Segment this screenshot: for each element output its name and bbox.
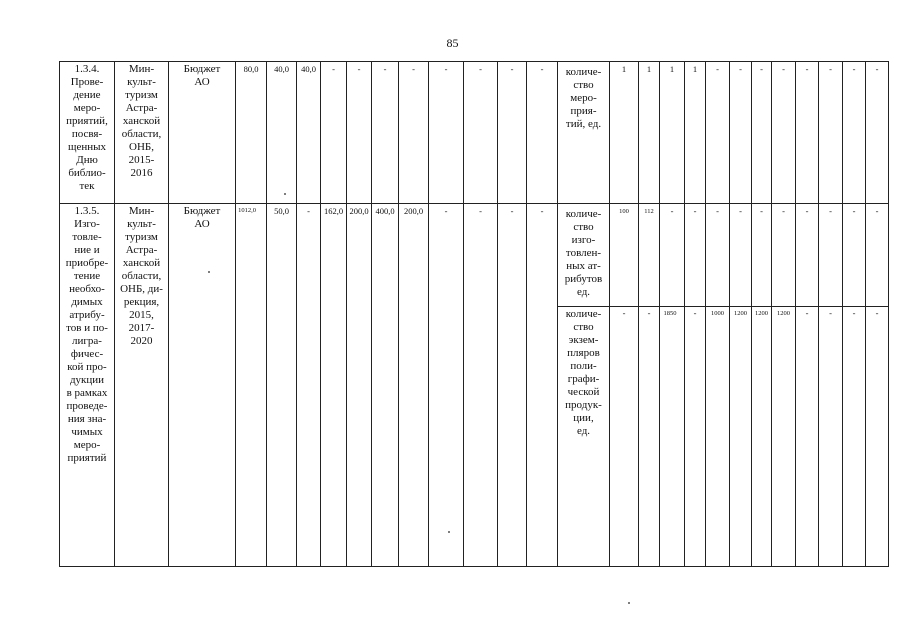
indicator-value: 1200 — [734, 310, 747, 317]
indicator-value: - — [693, 206, 697, 216]
indicator-value: - — [739, 64, 742, 74]
indicator-value: 100 — [619, 208, 629, 215]
indicator-value: - — [829, 206, 832, 216]
finance-value: - — [540, 206, 544, 216]
row-number: 1.3.5. — [74, 205, 100, 217]
finance-value: 40,0 — [301, 64, 316, 74]
indicator-value: 1850 — [663, 310, 677, 317]
indicator-value: - — [760, 206, 763, 216]
indicator-value: - — [852, 64, 856, 74]
indicator-value: 1000 — [711, 310, 724, 317]
indicator-value: - — [852, 308, 856, 318]
scan-speck — [284, 193, 286, 195]
scan-speck — [208, 271, 210, 273]
scan-speck — [448, 531, 450, 533]
indicator-value: - — [829, 308, 832, 318]
finance-value: - — [332, 64, 335, 74]
indicator-value: - — [875, 206, 879, 216]
finance-value: - — [479, 64, 482, 74]
indicator-value: - — [739, 206, 742, 216]
indicator-name: количе- ство изго- товлен- ных ат- рибутов ед. — [564, 208, 603, 298]
finance-value: - — [540, 64, 544, 74]
indicator-value: 1 — [621, 64, 627, 74]
finance-value: - — [357, 64, 361, 74]
indicator-value: 1200 — [755, 310, 768, 317]
indicator-value: - — [782, 206, 785, 216]
finance-value: 50,0 — [274, 206, 289, 216]
indicator-value: - — [716, 64, 719, 74]
executor: Мин- культ- туризм Астра- ханской области, ОНБ, ди- рекция, 2015, 2017- 2020 — [120, 205, 163, 347]
finance-value: - — [307, 206, 310, 216]
finance-value: 40,0 — [274, 64, 289, 74]
indicator-value: - — [760, 64, 763, 74]
finance-value: 200,0 — [349, 206, 369, 216]
measure-name: Изго- товле- ние и приобре- тение необхо- димых атрибу- тов и по- лигра- фичес- кой про- дукции в рамках проведе- ния зна- чимых меро- приятий — [65, 218, 109, 464]
row-number: 1.3.4. — [74, 63, 100, 75]
page-number: 85 — [446, 36, 459, 50]
indicator-value: - — [647, 308, 651, 318]
indicator-value: - — [805, 308, 809, 318]
finance-total: 1012,0 — [238, 207, 256, 214]
indicator-value: - — [852, 206, 856, 216]
indicator-value: - — [693, 308, 697, 318]
indicator-value: - — [622, 308, 626, 318]
indicator-value: 1 — [646, 64, 652, 74]
scan-speck — [628, 602, 630, 604]
indicator-value: - — [782, 64, 785, 74]
indicator-value: - — [875, 64, 879, 74]
finance-value: 162,0 — [323, 206, 344, 216]
indicator-value: - — [805, 64, 809, 74]
finance-value: 200,0 — [403, 206, 424, 216]
indicator-value: 112 — [644, 208, 654, 215]
funding-source: Бюджет АО — [183, 63, 221, 88]
finance-value: - — [479, 206, 482, 216]
finance-value: - — [383, 64, 387, 74]
finance-value: - — [444, 206, 448, 216]
indicator-value: 1200 — [777, 310, 790, 317]
finance-value: - — [510, 64, 514, 74]
finance-total: 80,0 — [243, 64, 259, 74]
indicator-value: - — [805, 206, 809, 216]
indicator-value: - — [875, 308, 879, 318]
executor: Мин- культ- туризм Астра- ханской области, ОНБ, 2015- 2016 — [121, 63, 162, 179]
indicator-value: - — [716, 206, 719, 216]
finance-value: - — [444, 64, 448, 74]
indicator-value: 1 — [669, 64, 675, 74]
indicator-value: 1 — [692, 64, 698, 74]
finance-value: 400,0 — [375, 206, 395, 216]
measure-name: Прове- дение меро- приятий, посвя- щенных Дню библио- тек — [66, 76, 108, 192]
indicator-value: - — [670, 206, 674, 216]
finance-value: - — [412, 64, 415, 74]
indicator-name: количе- ство меро- прия- тий, ед. — [565, 66, 602, 130]
finance-value: - — [510, 206, 514, 216]
indicator-name: количе- ство экзем- пляров поли- графи- ческой продук- ции, ед. — [565, 308, 602, 437]
funding-source: Бюджет АО — [183, 205, 221, 230]
indicator-value: - — [829, 64, 832, 74]
